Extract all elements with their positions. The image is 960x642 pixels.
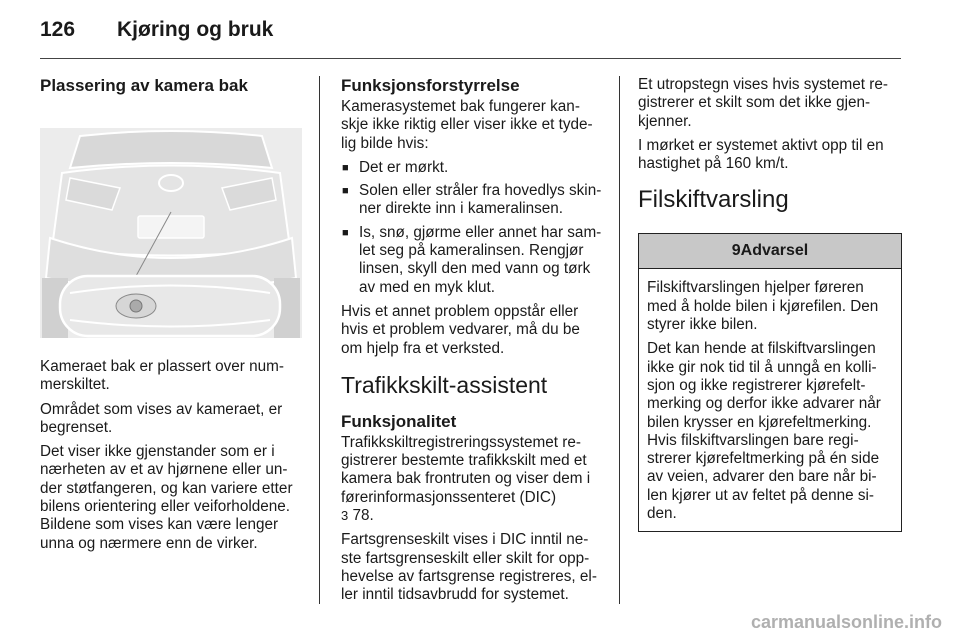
paragraph: Det kan hende at filskiftvarslingen ikke gir nok tid til å unngå en kolli-sjon og ikke registrerer kjørefelt-merking og derfor ikke advarer når bilen krysser en kjørefeltmerking. Hvis filskiftvarslingen bare regi-strerer kjørefeltmerking på én side av veien, advarer den bare når bi-len kjører ut av feltet på denne si-den. (647, 340, 881, 523)
warning-title: Advarsel (740, 242, 809, 260)
warning-box (638, 233, 902, 532)
left-column (40, 76, 304, 559)
chapter-title: Kjøring og bruk (117, 18, 274, 41)
cross-reference-arrow-icon: 3 (341, 508, 349, 524)
column-divider (319, 76, 320, 604)
list-item: ■ Is, snø, gjørme eller annet har sam-let seg på kameralinsen. Rengjør linsen, skyll den med vann og tørk av med en myk klut. (341, 224, 603, 297)
subheading-malfunction: Funksjonsforstyrrelse (341, 76, 520, 95)
paragraph: Filskiftvarslingen hjelper føreren med å holde bilen i kjørefilen. Den styrer ikke bilen. (647, 279, 879, 334)
paragraph: Et utropstegn vises hvis systemet re-gistrerer et skilt som det ikke gjen-kjenner. (638, 76, 888, 130)
warning-header (639, 234, 901, 269)
header-divider (40, 58, 901, 59)
paragraph: Området som vises av kameraet, er begrenset. (40, 400, 283, 436)
paragraph: Kamerasystemet bak fungerer kan-skje ikke riktig eller viser ikke et tyde-lig bilde hvis: (341, 98, 593, 152)
section-heading-rear-camera: Plassering av kamera bak (40, 76, 248, 95)
section-heading-lane-departure: Filskiftvarsling (638, 186, 789, 214)
rear-camera-illustration (40, 128, 302, 338)
list-item: ■ Det er mørkt. (341, 159, 603, 177)
right-column (638, 76, 902, 532)
watermark: carmanualsonline.info (750, 612, 942, 632)
paragraph: Kameraet bak er plassert over num-merskiltet. (40, 358, 285, 394)
middle-column (341, 76, 603, 611)
section-heading-traffic-sign: Trafikkskilt-assistent (341, 371, 548, 398)
warning-body (639, 269, 901, 531)
paragraph: I mørket er systemet aktivt opp til en hastighet på 160 km/t. (638, 136, 884, 173)
paragraph: Det viser ikke gjenstander som er i nærheten av et av hjørnene eller un-der støtfangeren, og kan variere etter bilens orientering eller veiforholdene. Bildene som vises kan være lenger unna og nærmere enn de virker. (40, 443, 293, 552)
column-divider (619, 76, 620, 604)
paragraph (341, 434, 603, 525)
paragraph: Fartsgrenseskilt vises i DIC inntil ne-ste fartsgrenseskilt eller skilt for opp-hevelse av fartsgrense registreres, el-ler inntil tidsavbrudd for systemet. (341, 531, 597, 604)
malfunction-list (341, 159, 603, 297)
warning-triangle-icon: 9 (731, 242, 741, 260)
paragraph: Hvis et annet problem oppstår eller hvis et problem vedvarer, må du be om hjelp fra et verksted. (341, 302, 580, 357)
list-item: ■ Solen eller stråler fra hovedlys skin-ner direkte inn i kameralinsen. (341, 182, 603, 219)
paragraph-text: Trafikkskiltregistreringssystemet re-gistrerer bestemte trafikkskilt med et kamera bak frontruten og viser dem i førerinformasjonssenteret (DIC) (341, 433, 591, 506)
car-rear-drawing (40, 128, 302, 338)
subheading-functionality: Funksjonalitet (341, 411, 457, 431)
cross-reference-page[interactable]: 78. (348, 507, 374, 525)
page-number: 126 (40, 18, 76, 41)
